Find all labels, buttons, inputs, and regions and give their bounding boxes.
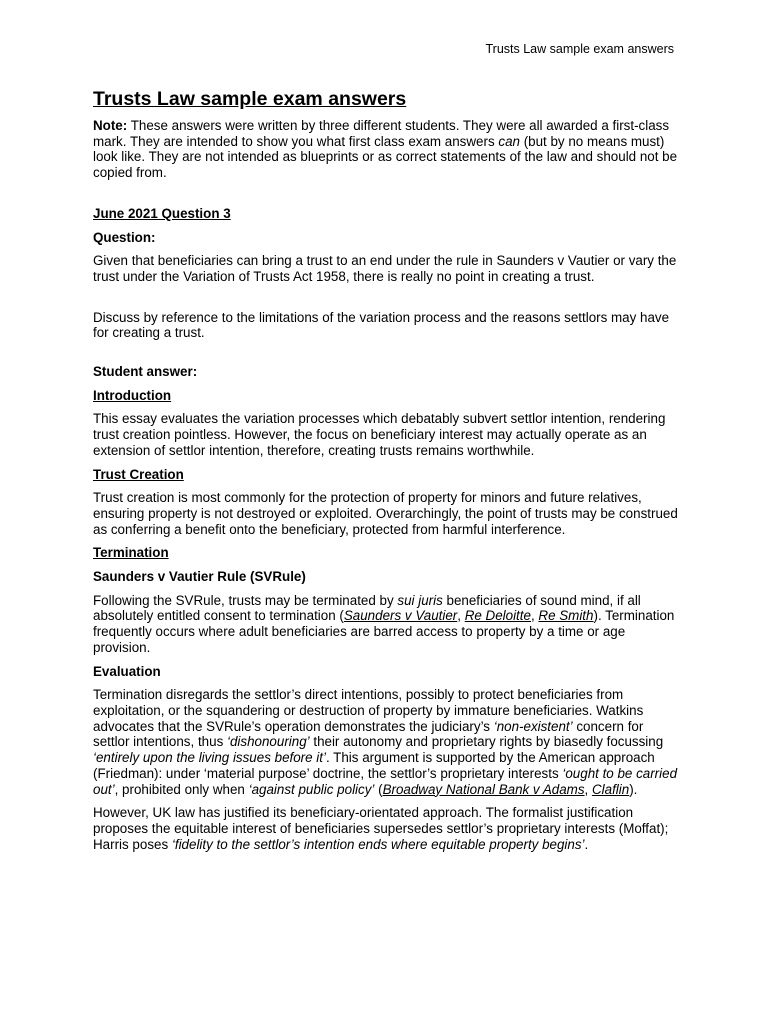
evaluation-text: However, UK law has justified its beneficiary-orientated approach. The formalist justification proposes the equitable interest of beneficiaries supersedes settlor’s proprietary interests (Moffat); Harris poses [93,805,669,852]
note-label: Note: [93,118,128,133]
evaluation-text: . [584,836,589,852]
citation-separator: , [530,608,539,624]
evaluation-text: their autonomy and proprietary rights by biasedly focussing [309,734,664,750]
sui-juris-term: sui juris [397,592,443,608]
introduction-heading: Introduction [93,387,172,403]
termination-paragraph [93,593,683,656]
citation-separator: , [457,608,465,624]
document-body [93,86,683,860]
question-label: Question: [93,229,156,245]
introduction-paragraph: This essay evaluates the variation processes which debatably subvert settlor intention, rendering trust creation pointless. However, the focus on beneficiary interest may actually operate as an extension of settlor intention, therefore, creating trusts remains worthwhile. [93,411,666,458]
note-text-b: (but by no means must) look like. They are not intended as blueprints or as correct statements of the law and should not be copied from. [93,133,678,181]
note-paragraph [93,118,683,181]
citation-separator: , [584,781,592,797]
evaluation-paragraph-2 [93,805,683,852]
note-text-a: These answers were written by three different students. They were all awarded a first-class mark. They are intended to show you what first class exam answers [93,118,670,149]
trust-creation-heading: Trust Creation [93,466,184,482]
question-paragraph-1: Given that beneficiaries can bring a trust to an end under the rule in Saunders v Vautier or vary the trust under the Variation of Trusts Act 1958, there is really no point in creating a trust. [93,253,677,284]
spacer [93,349,683,364]
termination-text-1: Following the SVRule, trusts may be terminated by [93,592,398,608]
svrule-subheading: Saunders v Vautier Rule (SVRule) [93,569,306,585]
quotation: ‘against public policy’ [248,781,375,797]
case-citation: Saunders v Vautier [343,608,458,624]
running-header: Trusts Law sample exam answers [485,42,674,56]
case-citation: Re Deloitte [464,608,531,624]
quotation: ‘non-existent’ [493,718,573,734]
evaluation-text: ( [374,781,383,797]
quotation: ‘dishonouring’ [226,734,310,750]
termination-text-3: ). Termination frequently occurs where adult beneficiaries are barred access to property by a time or age provision. [93,608,675,655]
note-text-em: can [498,133,520,149]
evaluation-text: Termination disregards the settlor’s direct intentions, possibly to protect beneficiaries from exploitation, or the squandering or destruction of property by immature beneficiaries. Watkins advocates that the SVRule’s operation demonstrates the judiciary’s [93,687,644,734]
question-paragraph-2: Discuss by reference to the limitations of the variation process and the reasons settlors may have for creating a trust. [93,309,670,341]
evaluation-text: ). [629,781,638,797]
quotation: ‘entirely upon the living issues before it’ [93,750,326,766]
spacer [93,293,683,310]
document-title: Trusts Law sample exam answers [93,88,407,110]
termination-heading: Termination [93,545,169,561]
case-citation: Re Smith [538,608,594,624]
question-heading: June 2021 Question 3 [93,205,231,221]
case-citation: Claflin [591,781,630,797]
trust-creation-paragraph: Trust creation is most commonly for the protection of property for minors and future relatives, ensuring property is not destroyed or exploited. Overarchingly, the point of trusts may be construed as conferring a benefit onto the beneficiary, protected from harmful interference. [93,490,678,537]
evaluation-heading: Evaluation [93,663,161,679]
evaluation-paragraph-1 [93,687,683,797]
evaluation-text: , prohibited only when [114,781,249,797]
evaluation-text: concern for settlor intentions, thus [93,718,644,750]
quotation: ‘ought to be carried out’ [93,765,678,797]
evaluation-text: . This argument is supported by the American approach (Friedman): under ‘material purpose’ doctrine, the settlor’s proprietary interests [93,750,655,781]
termination-text-2: beneficiaries of sound mind, if all absolutely entitled consent to termination ( [93,592,641,624]
case-citation: Broadway National Bank v Adams [382,781,585,797]
quotation: ‘fidelity to the settlor’s intention ends where equitable property begins’ [171,836,585,852]
answer-label: Student answer: [93,364,198,380]
spacer [93,189,683,206]
